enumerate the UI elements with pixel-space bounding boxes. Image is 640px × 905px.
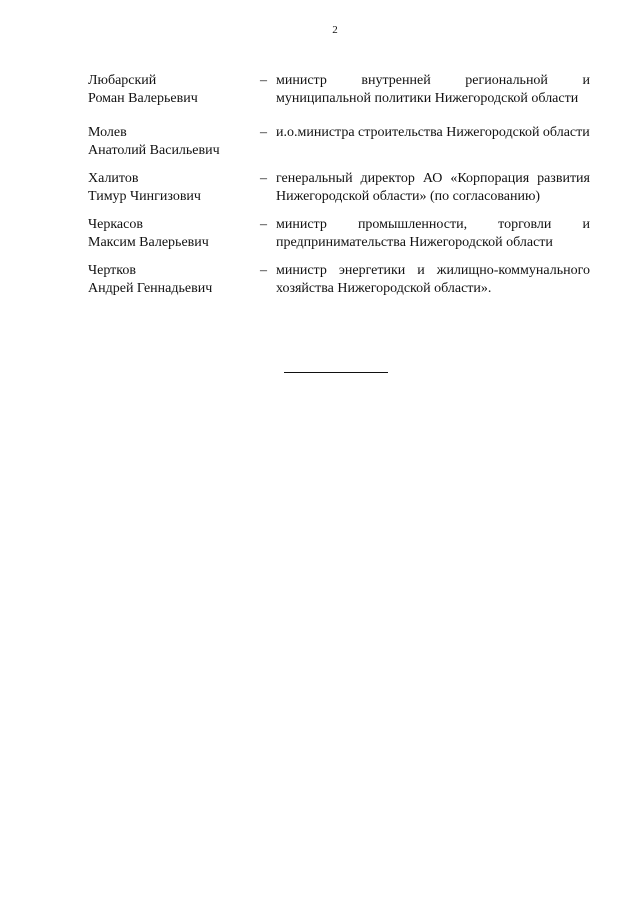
member-row: [88, 72, 590, 108]
member-given-names: Роман Валерьевич: [88, 91, 198, 106]
member-given-names: Максим Валерьевич: [88, 235, 209, 250]
member-name: [88, 170, 260, 206]
member-name: [88, 262, 260, 298]
member-position: министр энергетики и жилищно-коммунального хозяйства Нижегородской области».: [276, 263, 590, 296]
member-dash: –: [260, 171, 267, 186]
member-surname: Молев: [88, 125, 127, 140]
member-name: [88, 124, 260, 160]
members-list: [88, 72, 590, 308]
member-name: [88, 216, 260, 252]
member-row: [88, 262, 590, 298]
member-dash: –: [260, 73, 267, 88]
member-surname: Черкасов: [88, 217, 143, 232]
member-given-names: Анатолий Васильевич: [88, 143, 220, 158]
member-surname: Халитов: [88, 171, 139, 186]
member-surname: Любарский: [88, 73, 157, 88]
member-given-names: Андрей Геннадьевич: [88, 281, 213, 296]
member-surname: Чертков: [88, 263, 136, 278]
member-dash: –: [260, 263, 267, 278]
member-row: [88, 124, 590, 160]
member-dash: –: [260, 217, 267, 232]
member-position: министр промышленности, торговли и предпринимательства Нижегородской области: [276, 217, 590, 250]
end-of-document-rule: [284, 372, 388, 373]
member-given-names: Тимур Чингизович: [88, 189, 201, 204]
member-position: генеральный директор АО «Корпорация развития Нижегородской области» (по согласованию): [276, 171, 590, 204]
member-row: [88, 170, 590, 206]
page-number: 2: [332, 24, 338, 36]
member-position: и.о.министра строительства Нижегородской области: [276, 125, 590, 140]
member-position: министр внутренней региональной и муниципальной политики Нижегородской области: [276, 73, 590, 106]
member-name: [88, 72, 260, 108]
member-dash: –: [260, 125, 267, 140]
member-row: [88, 216, 590, 252]
